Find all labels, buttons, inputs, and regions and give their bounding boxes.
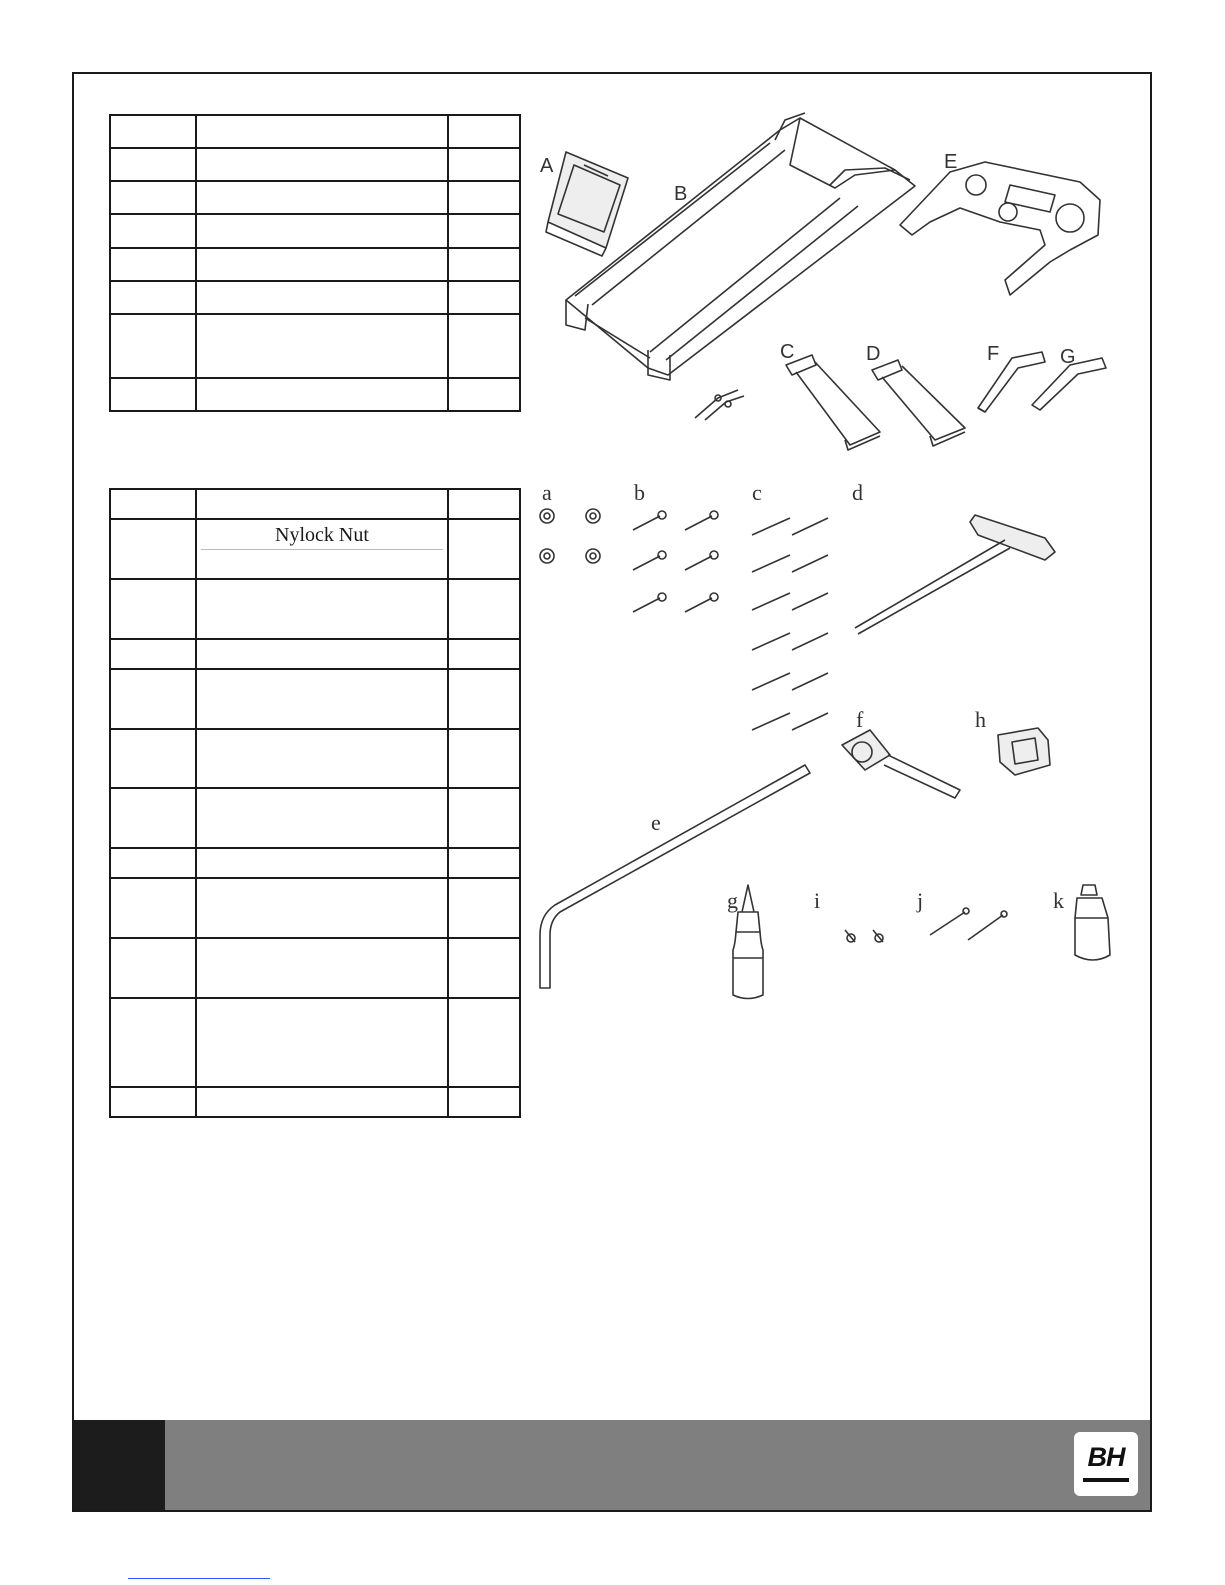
bh-logo	[1074, 1432, 1138, 1496]
label-G: G	[1060, 346, 1076, 368]
label-h: h	[975, 707, 986, 732]
label-b: b	[634, 480, 645, 505]
l-hex-key-drawing	[540, 765, 810, 988]
label-c: c	[752, 480, 762, 505]
t-handle-key-drawing	[855, 515, 1055, 634]
label-A: A	[540, 155, 554, 177]
water-bottle-drawing	[1075, 885, 1110, 960]
label-e: e	[651, 810, 661, 835]
link-underline	[128, 1578, 270, 1579]
label-D: D	[866, 343, 881, 365]
label-k: k	[1053, 888, 1064, 913]
label-g: g	[727, 888, 738, 913]
label-C: C	[780, 341, 795, 363]
label-a: a	[542, 480, 552, 505]
console-display-drawing	[546, 152, 628, 256]
bracket-c-drawing	[786, 355, 880, 450]
label-d: d	[852, 480, 863, 505]
socket-drawing	[998, 728, 1050, 775]
label-E: E	[944, 151, 958, 173]
small-screws-drawing	[845, 930, 883, 942]
label-j: j	[917, 888, 924, 913]
long-screws-drawing	[930, 908, 1007, 940]
screws-c-drawing	[752, 518, 828, 730]
footer-page-number-block	[74, 1420, 165, 1510]
bracket-d-drawing	[872, 360, 965, 446]
bolts-b-drawing	[633, 511, 718, 612]
nylock-nut-label: Nylock Nut	[201, 524, 443, 550]
footer-bar	[165, 1420, 1150, 1510]
label-i: i	[814, 888, 821, 913]
handlebar-frame-drawing	[900, 162, 1100, 295]
label-f: f	[856, 707, 864, 732]
nylock-nut-drawing	[540, 509, 600, 563]
cable-drawing	[695, 390, 744, 420]
treadmill-deck-drawing	[566, 113, 915, 380]
logo-underline	[1083, 1478, 1129, 1482]
label-F: F	[987, 343, 1000, 365]
wrench-drawing	[842, 730, 960, 798]
label-B: B	[674, 183, 688, 205]
bh-logo-text: BH	[1087, 1442, 1125, 1472]
